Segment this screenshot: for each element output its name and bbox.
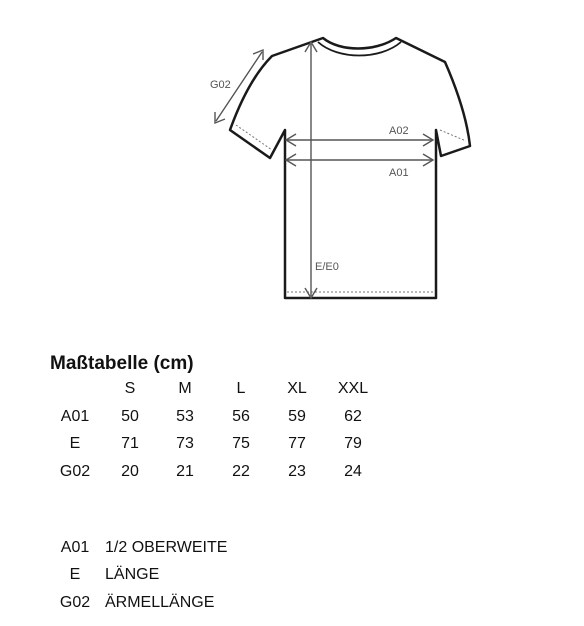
size-header-xxl: XXL — [337, 380, 369, 397]
table-cell: 21 — [176, 463, 194, 480]
label-a01: A01 — [389, 167, 409, 179]
label-a02: A02 — [389, 125, 409, 137]
size-header-l: L — [236, 380, 246, 397]
table-title: Maßtabelle (cm) — [50, 353, 194, 374]
table-cell: 79 — [344, 435, 362, 452]
legend-code-g02: G02 — [59, 594, 91, 611]
label-e: E/E0 — [315, 261, 339, 273]
table-cell: 71 — [121, 435, 139, 452]
row-label-a01: A01 — [60, 408, 90, 425]
table-cell: 62 — [344, 408, 362, 425]
row-label-e: E — [69, 435, 81, 452]
size-header-m: M — [178, 380, 192, 397]
legend-code-e: E — [69, 566, 81, 583]
table-cell: 73 — [176, 435, 194, 452]
row-label-g02: G02 — [59, 463, 91, 480]
table-cell: 23 — [288, 463, 306, 480]
table-cell: 53 — [176, 408, 194, 425]
table-cell: 75 — [232, 435, 250, 452]
legend-text-a01: 1/2 OBERWEITE — [105, 539, 228, 556]
table-cell: 77 — [288, 435, 306, 452]
legend-text-e: LÄNGE — [105, 566, 160, 583]
legend-code-a01: A01 — [60, 539, 90, 556]
legend-text-g02: ÄRMELLÄNGE — [105, 594, 215, 611]
table-cell: 22 — [232, 463, 250, 480]
table-cell: 59 — [288, 408, 306, 425]
table-cell: 50 — [121, 408, 139, 425]
size-header-xl: XL — [287, 380, 307, 397]
table-cell: 24 — [344, 463, 362, 480]
label-g02: G02 — [210, 79, 231, 91]
tshirt-outline — [230, 38, 470, 298]
table-cell: 56 — [232, 408, 250, 425]
table-cell: 20 — [121, 463, 139, 480]
size-header-s: S — [124, 380, 136, 397]
